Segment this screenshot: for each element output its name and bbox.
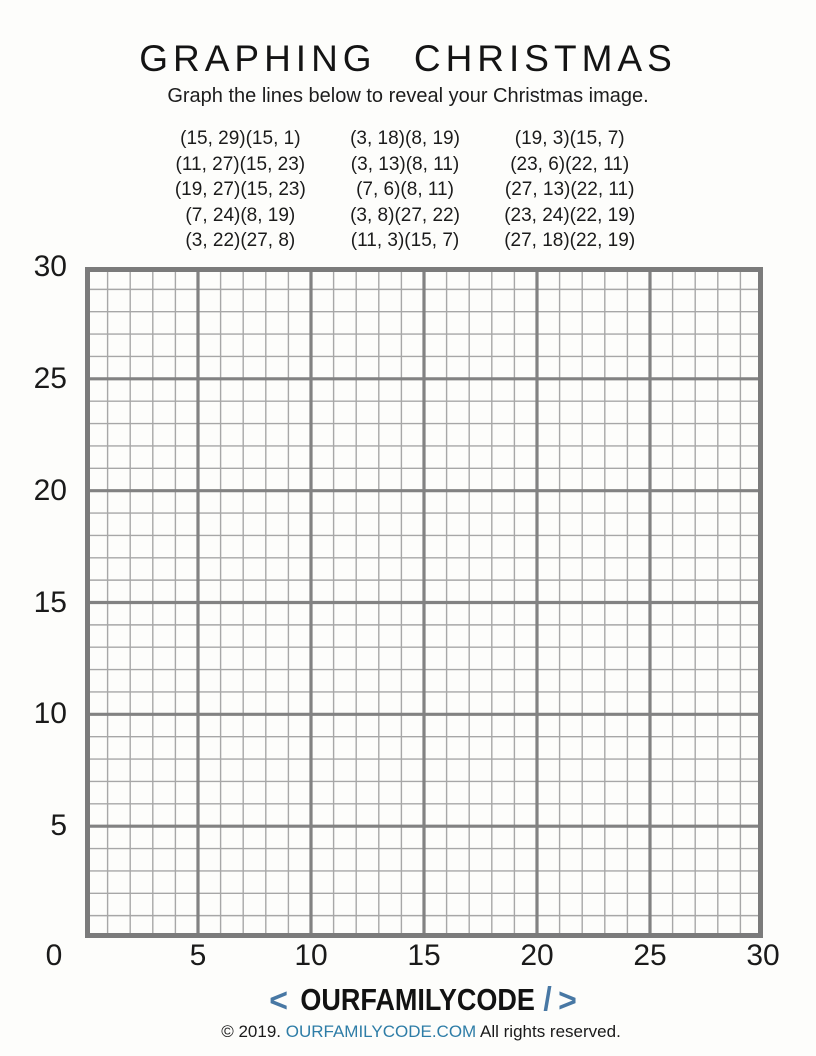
logo-slash-icon: /	[543, 981, 552, 1018]
coordinate-pair-line: (23, 6)(22, 11)	[510, 153, 630, 175]
y-axis-tick-label: 5	[50, 809, 67, 843]
coordinate-columns	[158, 126, 652, 254]
coordinate-pair-line: (3, 22)(27, 8)	[185, 230, 296, 251]
worksheet-title: GRAPHING CHRISTMAS	[139, 38, 677, 79]
copyright-suffix: All rights reserved.	[480, 1022, 621, 1041]
coordinate-pair-line: (11, 27)(15, 23)	[175, 153, 306, 175]
y-axis-tick-label: 30	[33, 250, 67, 283]
copyright-line	[13, 1022, 816, 1042]
x-axis-tick-label: 30	[746, 939, 780, 972]
coordinate-pair-line: (23, 24)(22, 19)	[504, 204, 636, 226]
coordinate-pair-line: (19, 27)(15, 23)	[174, 179, 306, 200]
y-axis-tick-label: 25	[33, 361, 67, 395]
y-axis-tick-label: 10	[33, 697, 67, 731]
x-axis-tick-label: 20	[520, 939, 554, 972]
logo-text: OURFAMILYCODE	[300, 982, 535, 1017]
coordinate-pair-line: (11, 3)(15, 7)	[350, 230, 460, 251]
logo-right-chevron-icon: >	[558, 981, 577, 1019]
coordinate-grid	[85, 267, 763, 938]
x-axis-tick-label: 10	[294, 939, 328, 972]
x-axis-tick-label: 5	[189, 939, 207, 972]
x-axis-tick-label: 15	[407, 939, 441, 972]
copyright-prefix: © 2019.	[221, 1022, 281, 1041]
coordinate-pair-line: (15, 29)(15, 1)	[180, 128, 301, 149]
coordinate-pair-line: (27, 18)(22, 19)	[504, 230, 636, 251]
grid-lines-svg	[85, 267, 763, 938]
coordinate-pair-line: (19, 3)(15, 7)	[514, 128, 625, 149]
y-axis-tick-label: 15	[33, 585, 67, 619]
logo-left-chevron-icon: <	[269, 981, 288, 1019]
origin-tick-label: 0	[45, 939, 63, 972]
coordinate-pair-line: (3, 13)(8, 11)	[350, 153, 460, 175]
coordinate-pair-line: (27, 13)(22, 11)	[504, 179, 635, 200]
coordinate-pair-line: (3, 8)(27, 22)	[350, 204, 460, 226]
coordinate-pair-line: (7, 24)(8, 19)	[185, 204, 296, 226]
coordinate-column	[323, 126, 488, 254]
worksheet-instructions: Graph the lines below to reveal your Christmas image.	[167, 85, 649, 107]
x-axis-tick-label: 25	[633, 939, 667, 972]
coordinate-pair-line: (3, 18)(8, 19)	[350, 128, 460, 149]
y-axis-tick-label: 20	[33, 473, 67, 507]
footer-logo	[15, 983, 816, 1017]
coordinate-pair-line: (7, 6)(8, 11)	[356, 179, 454, 200]
coordinate-column	[487, 126, 652, 254]
copyright-link[interactable]: OURFAMILYCODE.COM	[285, 1022, 477, 1041]
coordinate-column	[158, 126, 323, 254]
